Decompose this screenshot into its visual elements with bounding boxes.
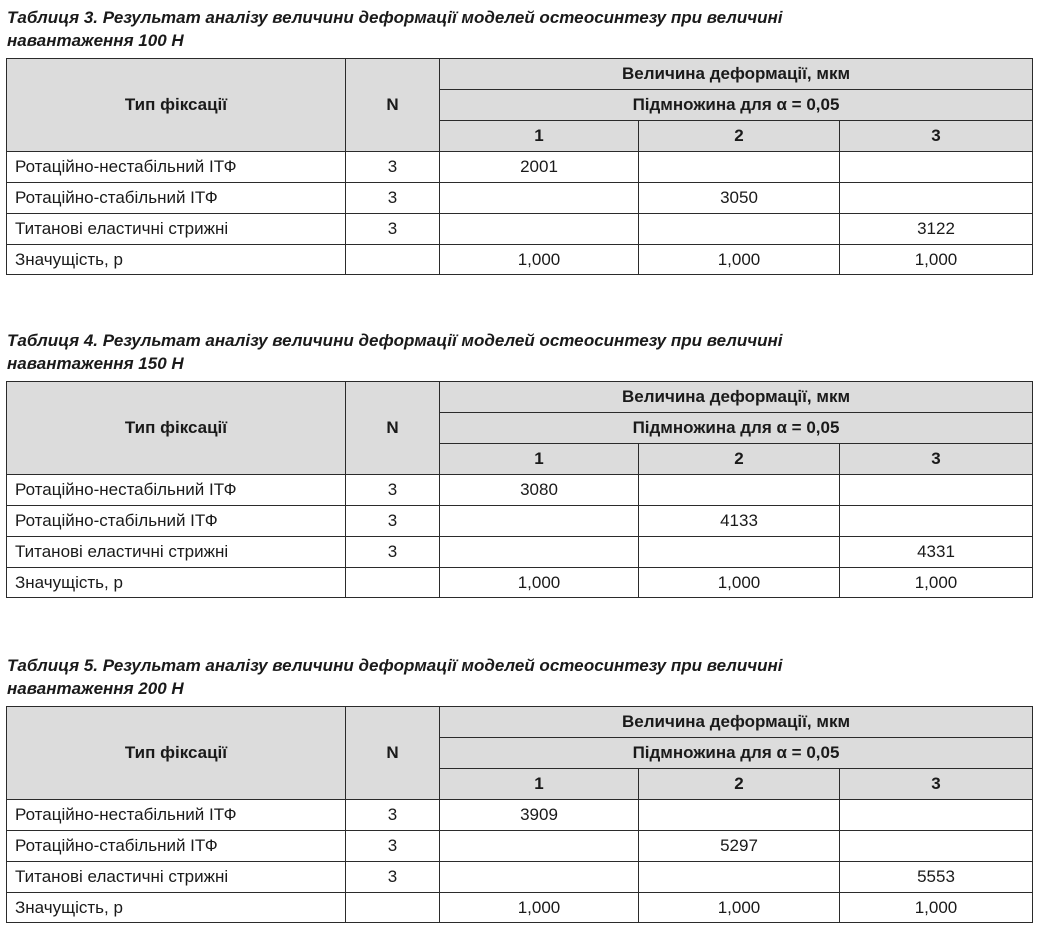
header-row	[7, 59, 1033, 90]
cell-subset-1	[440, 183, 639, 214]
deformation-table-200n	[6, 706, 1033, 923]
cell-subset-2: 1,000	[639, 245, 840, 275]
table-block-3	[6, 6, 1032, 269]
cell-subset-2	[639, 862, 840, 893]
header-subset-2: 2	[639, 769, 840, 800]
table-block-4	[6, 329, 1032, 592]
row-label: Ротаційно-нестабільний ІТФ	[7, 800, 346, 831]
cell-subset-3: 3122	[840, 214, 1033, 245]
cell-subset-2	[639, 800, 840, 831]
cell-subset-1: 1,000	[440, 568, 639, 598]
table-row	[7, 152, 1033, 183]
cell-n: 3	[346, 506, 440, 537]
caption-line-2: навантаження 200 Н	[7, 679, 184, 698]
row-label: Значущість, p	[7, 568, 346, 598]
header-subset-2: 2	[639, 121, 840, 152]
table-caption	[6, 6, 1032, 56]
header-subset-1: 1	[440, 769, 639, 800]
cell-subset-3: 5553	[840, 862, 1033, 893]
cell-subset-2	[639, 537, 840, 568]
row-label: Ротаційно-стабільний ІТФ	[7, 831, 346, 862]
cell-n: 3	[346, 214, 440, 245]
caption-line-1: Таблиця 4. Результат аналізу величини деформації моделей остеосинтезу при величині	[7, 331, 783, 350]
cell-subset-1	[440, 506, 639, 537]
header-deformation: Величина деформації, мкм	[440, 707, 1033, 738]
cell-subset-1	[440, 537, 639, 568]
deformation-table-150n	[6, 381, 1033, 598]
header-subset-1: 1	[440, 121, 639, 152]
cell-n: 3	[346, 537, 440, 568]
header-subset: Підмножина для α = 0,05	[440, 413, 1033, 444]
deformation-table-100n	[6, 58, 1033, 275]
row-label: Титанові еластичні стрижні	[7, 862, 346, 893]
header-type: Тип фіксації	[7, 707, 346, 800]
cell-subset-2: 3050	[639, 183, 840, 214]
cell-subset-3	[840, 152, 1033, 183]
table-row	[7, 862, 1033, 893]
row-label: Титанові еластичні стрижні	[7, 214, 346, 245]
cell-subset-1: 3909	[440, 800, 639, 831]
cell-subset-1: 3080	[440, 475, 639, 506]
cell-n	[346, 245, 440, 275]
header-n: N	[346, 707, 440, 800]
cell-n: 3	[346, 800, 440, 831]
significance-row	[7, 245, 1033, 275]
cell-subset-3	[840, 506, 1033, 537]
cell-n: 3	[346, 831, 440, 862]
significance-row	[7, 893, 1033, 923]
header-deformation: Величина деформації, мкм	[440, 382, 1033, 413]
row-label: Значущість, p	[7, 245, 346, 275]
row-label: Значущість, p	[7, 893, 346, 923]
table-caption	[6, 329, 1032, 379]
caption-line-1: Таблиця 3. Результат аналізу величини деформації моделей остеосинтезу при величині	[7, 8, 783, 27]
cell-subset-3: 4331	[840, 537, 1033, 568]
row-label: Ротаційно-стабільний ІТФ	[7, 506, 346, 537]
cell-subset-2	[639, 475, 840, 506]
header-type: Тип фіксації	[7, 59, 346, 152]
table-row	[7, 800, 1033, 831]
header-subset-3: 3	[840, 444, 1033, 475]
table-row	[7, 506, 1033, 537]
cell-n: 3	[346, 862, 440, 893]
cell-subset-3: 1,000	[840, 568, 1033, 598]
header-type: Тип фіксації	[7, 382, 346, 475]
cell-subset-3	[840, 800, 1033, 831]
cell-subset-1	[440, 831, 639, 862]
cell-subset-1: 1,000	[440, 893, 639, 923]
header-subset-2: 2	[639, 444, 840, 475]
cell-subset-3	[840, 475, 1033, 506]
cell-subset-3	[840, 183, 1033, 214]
cell-subset-2	[639, 152, 840, 183]
cell-subset-3	[840, 831, 1033, 862]
table-row	[7, 475, 1033, 506]
cell-n	[346, 893, 440, 923]
row-label: Ротаційно-стабільний ІТФ	[7, 183, 346, 214]
cell-subset-3: 1,000	[840, 893, 1033, 923]
significance-row	[7, 568, 1033, 598]
table-block-5	[6, 654, 1032, 917]
header-subset-3: 3	[840, 769, 1033, 800]
cell-n: 3	[346, 152, 440, 183]
table-row	[7, 183, 1033, 214]
caption-line-2: навантаження 100 Н	[7, 31, 184, 50]
caption-line-2: навантаження 150 Н	[7, 354, 184, 373]
header-subset: Підмножина для α = 0,05	[440, 90, 1033, 121]
header-row	[7, 382, 1033, 413]
cell-subset-2: 4133	[639, 506, 840, 537]
header-subset-3: 3	[840, 121, 1033, 152]
header-subset-1: 1	[440, 444, 639, 475]
cell-subset-2: 1,000	[639, 568, 840, 598]
header-n: N	[346, 59, 440, 152]
table-caption	[6, 654, 1032, 704]
header-subset: Підмножина для α = 0,05	[440, 738, 1033, 769]
row-label: Ротаційно-нестабільний ІТФ	[7, 475, 346, 506]
caption-line-1: Таблиця 5. Результат аналізу величини деформації моделей остеосинтезу при величині	[7, 656, 783, 675]
cell-n: 3	[346, 475, 440, 506]
cell-subset-2: 1,000	[639, 893, 840, 923]
cell-subset-2	[639, 214, 840, 245]
table-row	[7, 214, 1033, 245]
row-label: Титанові еластичні стрижні	[7, 537, 346, 568]
table-row	[7, 831, 1033, 862]
header-n: N	[346, 382, 440, 475]
row-label: Ротаційно-нестабільний ІТФ	[7, 152, 346, 183]
cell-subset-3: 1,000	[840, 245, 1033, 275]
table-row	[7, 537, 1033, 568]
header-deformation: Величина деформації, мкм	[440, 59, 1033, 90]
cell-n	[346, 568, 440, 598]
header-row	[7, 707, 1033, 738]
cell-subset-1: 1,000	[440, 245, 639, 275]
cell-subset-1	[440, 862, 639, 893]
cell-subset-1: 2001	[440, 152, 639, 183]
cell-subset-1	[440, 214, 639, 245]
cell-subset-2: 5297	[639, 831, 840, 862]
cell-n: 3	[346, 183, 440, 214]
